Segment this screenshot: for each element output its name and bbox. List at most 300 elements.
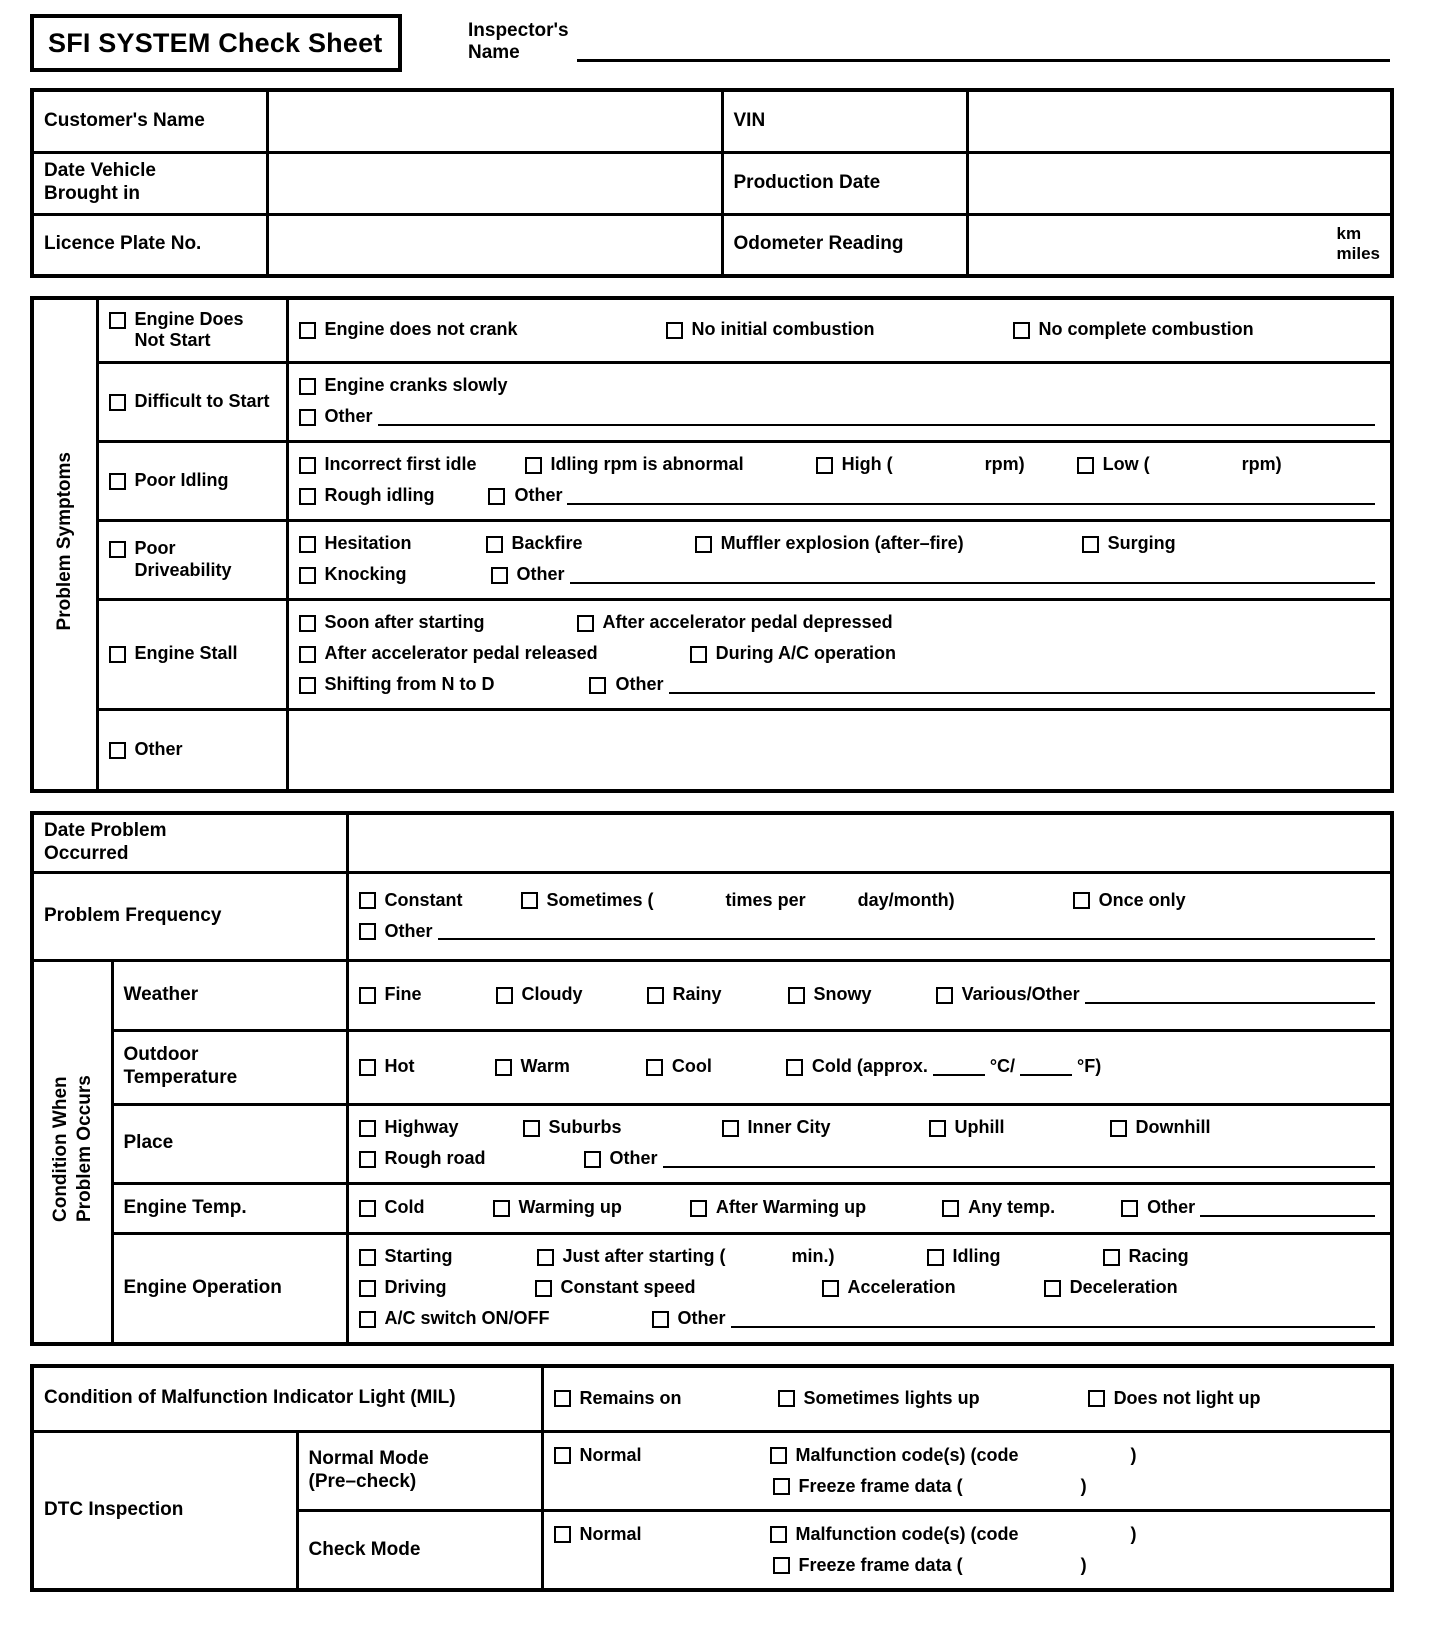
option-label: Cold (approx. xyxy=(811,1056,928,1077)
checkbox-icon[interactable] xyxy=(554,1526,571,1543)
checkbox-option-operation-other[interactable] xyxy=(652,1308,1380,1330)
inspector-name-input-line[interactable] xyxy=(577,59,1390,62)
checkbox-icon[interactable] xyxy=(523,1120,540,1137)
option-label: ) xyxy=(1130,1444,1137,1465)
symptom-options-difficult-to-start xyxy=(287,362,1392,441)
checkbox-option-place-inner-city[interactable] xyxy=(722,1117,831,1139)
symptom-category-engine-does-not-start xyxy=(97,298,287,362)
mil-options xyxy=(542,1366,1392,1432)
checkbox-icon[interactable] xyxy=(722,1120,739,1137)
option-label: A/C switch ON/OFF xyxy=(384,1308,550,1329)
option-label: Constant speed xyxy=(560,1277,696,1298)
vin-input[interactable] xyxy=(967,90,1392,152)
checkbox-icon[interactable] xyxy=(929,1120,946,1137)
normal-mode-precheck-label: Normal Mode (Pre–check) xyxy=(297,1432,542,1511)
production-date-label: Production Date xyxy=(722,152,967,214)
checkbox-icon[interactable] xyxy=(666,322,683,339)
checkbox-icon[interactable] xyxy=(942,1200,959,1217)
checkbox-option-poor-idling[interactable] xyxy=(109,470,276,492)
option-line xyxy=(299,641,1381,668)
option-line xyxy=(554,1521,1381,1548)
checkbox-option-frequency-once-only[interactable] xyxy=(1073,890,1186,912)
checkbox-option-incorrect-first-idle[interactable] xyxy=(299,454,477,476)
option-label: Knocking xyxy=(324,564,407,585)
production-date-input[interactable] xyxy=(967,152,1392,214)
problem-frequency-options xyxy=(347,872,1392,960)
option-label: times per xyxy=(725,889,806,910)
form-title: SFI SYSTEM Check Sheet xyxy=(48,27,383,58)
checkbox-option-after-accelerator-pedal-depressed[interactable] xyxy=(577,612,893,634)
option-label: Hesitation xyxy=(324,533,412,554)
checkbox-icon[interactable] xyxy=(299,615,316,632)
symptom-other-input[interactable] xyxy=(287,709,1392,791)
checkbox-icon[interactable] xyxy=(646,1059,663,1076)
checkbox-icon[interactable] xyxy=(1110,1120,1127,1137)
option-label: Other xyxy=(516,564,565,585)
checkbox-option-operation-idling[interactable] xyxy=(927,1246,1001,1268)
checkbox-option-muffler-explosion[interactable] xyxy=(695,533,964,555)
checkbox-icon[interactable] xyxy=(299,646,316,663)
checkbox-option-temperature-hot[interactable] xyxy=(359,1056,415,1078)
blank-underline[interactable] xyxy=(567,491,1375,505)
table-row xyxy=(32,1432,1392,1511)
option-line xyxy=(359,1146,1381,1173)
symptom-category-difficult-to-start xyxy=(97,362,287,441)
checkbox-icon[interactable] xyxy=(109,742,126,759)
checkbox-icon[interactable] xyxy=(1077,457,1094,474)
option-line xyxy=(299,373,1381,400)
checkbox-option-knocking[interactable] xyxy=(299,564,407,586)
checkbox-option-engine-does-not-start[interactable] xyxy=(109,309,276,352)
checkbox-option-no-initial-combustion[interactable] xyxy=(666,319,875,341)
option-label: Other xyxy=(609,1148,658,1169)
checkbox-option-operation-driving[interactable] xyxy=(359,1277,447,1299)
checkbox-option-engine-temp-after-warming-up[interactable] xyxy=(690,1197,866,1219)
checkbox-option-engine-temp-any-temp[interactable] xyxy=(942,1197,1055,1219)
checkbox-icon[interactable] xyxy=(788,987,805,1004)
checkbox-icon[interactable] xyxy=(778,1390,795,1407)
option-label: Uphill xyxy=(954,1117,1005,1138)
option-label: Other xyxy=(615,674,664,695)
form-title-box xyxy=(30,14,402,72)
option-label: Poor Driveability xyxy=(134,537,232,580)
checkbox-icon[interactable] xyxy=(647,987,664,1004)
symptom-options-engine-stall xyxy=(287,599,1392,709)
blank-underline[interactable] xyxy=(933,1062,985,1076)
option-label: Shifting from N to D xyxy=(324,674,495,695)
checkbox-icon[interactable] xyxy=(1121,1200,1138,1217)
checkbox-option-engine-temp-warming-up[interactable] xyxy=(493,1197,622,1219)
checkbox-option-idling-high-rpm[interactable] xyxy=(816,454,1025,476)
option-label: Engine Stall xyxy=(134,643,238,664)
option-label: Muffler explosion (after–fire) xyxy=(720,533,964,554)
option-line xyxy=(554,1473,1381,1500)
checkbox-option-after-accelerator-pedal-released[interactable] xyxy=(299,643,598,665)
blank-underline[interactable] xyxy=(731,1314,1375,1328)
option-label: Racing xyxy=(1128,1246,1189,1267)
checkbox-icon[interactable] xyxy=(109,394,126,411)
mil-dtc-table xyxy=(30,1364,1394,1593)
option-line xyxy=(299,531,1381,558)
option-label: Cloudy xyxy=(521,984,583,1005)
checkbox-option-engine-cranks-slowly[interactable] xyxy=(299,375,508,397)
option-label: Freeze frame data ( xyxy=(798,1554,963,1575)
blank-underline[interactable] xyxy=(1085,990,1375,1004)
odometer-unit-km: km xyxy=(1336,224,1362,244)
checkbox-icon[interactable] xyxy=(359,1249,376,1266)
checkbox-icon[interactable] xyxy=(486,536,503,553)
symptom-options-engine-does-not-start xyxy=(287,298,1392,362)
option-label: Normal xyxy=(579,1444,642,1465)
option-label: No initial combustion xyxy=(691,319,875,340)
checkbox-icon[interactable] xyxy=(927,1249,944,1266)
checkbox-option-operation-constant-speed[interactable] xyxy=(535,1277,696,1299)
mil-condition-label: Condition of Malfunction Indicator Light (MIL) xyxy=(32,1366,542,1432)
checkbox-option-place-uphill[interactable] xyxy=(929,1117,1005,1139)
option-label: Hot xyxy=(384,1056,415,1077)
option-line xyxy=(359,1054,1381,1081)
licence-plate-input[interactable] xyxy=(267,214,722,276)
option-label: Constant xyxy=(384,889,463,910)
option-label: Malfunction code(s) (code xyxy=(795,1523,1019,1544)
checkbox-option-engine-stall[interactable] xyxy=(109,643,276,665)
table-row xyxy=(32,1030,1392,1104)
problem-symptoms-table xyxy=(30,296,1394,793)
problem-condition-table xyxy=(30,811,1394,1346)
checkbox-option-rough-idling[interactable] xyxy=(299,485,435,507)
option-label: Poor Idling xyxy=(134,469,229,490)
checkbox-icon[interactable] xyxy=(299,409,316,426)
checkbox-option-difficult-to-start[interactable] xyxy=(109,391,276,413)
checkbox-option-engine-stall-other[interactable] xyxy=(589,674,1380,696)
option-label: rpm) xyxy=(984,454,1025,475)
option-line xyxy=(359,982,1381,1009)
problem-symptoms-section-label xyxy=(32,298,97,791)
normal-mode-options xyxy=(542,1432,1392,1511)
checkbox-icon[interactable] xyxy=(822,1280,839,1297)
option-line xyxy=(554,1442,1381,1469)
symptom-options-poor-driveability xyxy=(287,520,1392,599)
option-label: Normal xyxy=(579,1523,642,1544)
checkbox-icon[interactable] xyxy=(299,378,316,395)
option-label: Downhill xyxy=(1135,1117,1211,1138)
table-row xyxy=(32,1104,1392,1183)
checkbox-option-weather-snowy[interactable] xyxy=(788,984,872,1006)
place-label: Place xyxy=(112,1104,347,1183)
checkbox-icon[interactable] xyxy=(109,646,126,663)
checkbox-option-frequency-constant[interactable] xyxy=(359,890,463,912)
option-label: Starting xyxy=(384,1246,453,1267)
checkbox-icon[interactable] xyxy=(359,923,376,940)
date-vehicle-brought-in-input[interactable] xyxy=(267,152,722,214)
checkbox-icon[interactable] xyxy=(554,1390,571,1407)
symptom-category-poor-driveability xyxy=(97,520,287,599)
option-label: Other xyxy=(514,485,563,506)
check-mode-options xyxy=(542,1511,1392,1591)
checkbox-icon[interactable] xyxy=(816,457,833,474)
checkbox-option-normal-mode-malfunction-codes[interactable] xyxy=(770,1445,1137,1467)
symptom-category-poor-idling xyxy=(97,441,287,520)
checkbox-icon[interactable] xyxy=(299,488,316,505)
checkbox-icon[interactable] xyxy=(1082,536,1099,553)
option-label: Incorrect first idle xyxy=(324,454,477,475)
table-row xyxy=(32,90,1392,152)
checkbox-icon[interactable] xyxy=(493,1200,510,1217)
blank-underline[interactable] xyxy=(570,570,1375,584)
option-label: Rough road xyxy=(384,1148,486,1169)
blank-underline[interactable] xyxy=(378,412,1375,426)
checkbox-option-backfire[interactable] xyxy=(486,533,583,555)
checkbox-icon[interactable] xyxy=(359,987,376,1004)
checkbox-option-operation-acceleration[interactable] xyxy=(822,1277,956,1299)
checkbox-icon[interactable] xyxy=(109,541,126,558)
checkbox-option-operation-ac-switch-on-off[interactable] xyxy=(359,1308,550,1330)
table-row xyxy=(32,441,1392,520)
checkbox-option-shifting-from-n-to-d[interactable] xyxy=(299,674,495,696)
checkbox-icon[interactable] xyxy=(537,1249,554,1266)
option-label: Snowy xyxy=(813,984,872,1005)
option-label: Idling rpm is abnormal xyxy=(550,454,744,475)
option-label: Cold xyxy=(384,1197,425,1218)
option-label: After accelerator pedal released xyxy=(324,643,598,664)
option-line xyxy=(359,1244,1381,1271)
checkbox-option-mil-sometimes-lights-up[interactable] xyxy=(778,1388,980,1410)
checkbox-option-check-mode-freeze-frame-data[interactable] xyxy=(773,1555,1087,1577)
option-label: Difficult to Start xyxy=(134,390,270,411)
checkbox-option-operation-deceleration[interactable] xyxy=(1044,1277,1178,1299)
checkbox-icon[interactable] xyxy=(554,1447,571,1464)
checkbox-option-soon-after-starting[interactable] xyxy=(299,612,485,634)
checkbox-icon[interactable] xyxy=(359,1311,376,1328)
place-options xyxy=(347,1104,1392,1183)
checkbox-icon[interactable] xyxy=(690,1200,707,1217)
checkbox-option-idling-low-rpm[interactable] xyxy=(1077,454,1282,476)
checkbox-option-weather-rainy[interactable] xyxy=(647,984,722,1006)
checkbox-option-engine-does-not-crank[interactable] xyxy=(299,319,518,341)
checkbox-option-check-mode-normal[interactable] xyxy=(554,1524,642,1546)
date-problem-occurred-input[interactable] xyxy=(347,813,1392,872)
blank-underline[interactable] xyxy=(1200,1203,1375,1217)
option-label: °C/ xyxy=(989,1056,1016,1077)
option-line xyxy=(359,1115,1381,1142)
option-label: rpm) xyxy=(1241,454,1282,475)
checkbox-icon[interactable] xyxy=(1103,1249,1120,1266)
option-label: After Warming up xyxy=(715,1197,867,1218)
option-label: Warm xyxy=(520,1056,570,1077)
checkbox-option-frequency-sometimes[interactable] xyxy=(521,890,955,912)
option-label: Suburbs xyxy=(548,1117,622,1138)
checkbox-option-place-other[interactable] xyxy=(584,1148,1381,1170)
checkbox-option-surging[interactable] xyxy=(1082,533,1176,555)
option-label: Other xyxy=(677,1308,726,1329)
checkbox-option-check-mode-malfunction-codes[interactable] xyxy=(770,1524,1137,1546)
option-line xyxy=(359,918,1381,945)
checkbox-option-temperature-warm[interactable] xyxy=(495,1056,570,1078)
checkbox-icon[interactable] xyxy=(589,677,606,694)
checkbox-icon[interactable] xyxy=(359,1280,376,1297)
checkbox-option-weather-various-other[interactable] xyxy=(936,984,1380,1006)
option-label: Rough idling xyxy=(324,485,435,506)
option-label: Freeze frame data ( xyxy=(798,1475,963,1496)
blank-underline[interactable] xyxy=(669,680,1376,694)
option-line xyxy=(299,672,1381,699)
option-label: No complete combustion xyxy=(1038,319,1254,340)
checkbox-option-place-suburbs[interactable] xyxy=(523,1117,622,1139)
checkbox-option-poor-driveability-other[interactable] xyxy=(491,564,1380,586)
checkbox-option-poor-driveability[interactable] xyxy=(109,538,276,581)
checkbox-icon[interactable] xyxy=(299,536,316,553)
checkbox-option-mil-remains-on[interactable] xyxy=(554,1388,682,1410)
checkbox-option-idling-rpm-abnormal[interactable] xyxy=(525,454,744,476)
checkbox-icon[interactable] xyxy=(773,1557,790,1574)
checkbox-icon[interactable] xyxy=(584,1151,601,1168)
customer-info-table xyxy=(30,88,1394,278)
blank-underline[interactable] xyxy=(1020,1062,1072,1076)
checkbox-icon[interactable] xyxy=(773,1478,790,1495)
checkbox-option-place-rough-road[interactable] xyxy=(359,1148,486,1170)
condition-section-label xyxy=(32,960,112,1344)
option-label: day/month) xyxy=(857,889,955,910)
checkbox-icon[interactable] xyxy=(652,1311,669,1328)
checkbox-icon[interactable] xyxy=(1044,1280,1061,1297)
table-row xyxy=(32,960,1392,1030)
checkbox-option-poor-idling-other[interactable] xyxy=(488,485,1380,507)
checkbox-option-engine-temp-cold[interactable] xyxy=(359,1197,425,1219)
checkbox-option-temperature-cold[interactable] xyxy=(786,1056,1101,1078)
checkbox-icon[interactable] xyxy=(786,1059,803,1076)
checkbox-option-mil-does-not-light-up[interactable] xyxy=(1088,1388,1261,1410)
checkbox-icon[interactable] xyxy=(488,488,505,505)
table-row xyxy=(32,214,1392,276)
option-label: Acceleration xyxy=(847,1277,956,1298)
checkbox-icon[interactable] xyxy=(770,1447,787,1464)
option-label: min.) xyxy=(791,1246,835,1267)
checkbox-icon[interactable] xyxy=(299,322,316,339)
checkbox-icon[interactable] xyxy=(299,567,316,584)
option-line xyxy=(554,1552,1381,1579)
option-line xyxy=(359,1275,1381,1302)
option-label: Deceleration xyxy=(1069,1277,1178,1298)
checkbox-option-hesitation[interactable] xyxy=(299,533,412,555)
checkbox-icon[interactable] xyxy=(359,1151,376,1168)
checkbox-icon[interactable] xyxy=(1073,892,1090,909)
checkbox-option-temperature-cool[interactable] xyxy=(646,1056,712,1078)
checkbox-option-operation-racing[interactable] xyxy=(1103,1246,1189,1268)
date-vehicle-brought-in-label: Date Vehicle Brought in xyxy=(32,152,267,214)
outdoor-temperature-options xyxy=(347,1030,1392,1104)
date-problem-occurred-label: Date Problem Occurred xyxy=(32,813,347,872)
customers-name-input[interactable] xyxy=(267,90,722,152)
checkbox-icon[interactable] xyxy=(1013,322,1030,339)
checkbox-icon[interactable] xyxy=(1088,1390,1105,1407)
checkbox-option-weather-cloudy[interactable] xyxy=(496,984,583,1006)
checkbox-icon[interactable] xyxy=(525,457,542,474)
checkbox-option-symptom-other[interactable] xyxy=(109,739,276,761)
option-label: High ( xyxy=(841,454,893,475)
odometer-reading-input[interactable] xyxy=(967,214,1392,276)
option-line xyxy=(299,404,1381,431)
checkbox-icon[interactable] xyxy=(359,892,376,909)
checkbox-option-place-highway[interactable] xyxy=(359,1117,459,1139)
symptom-category-other xyxy=(97,709,287,791)
option-label: °F) xyxy=(1077,1056,1102,1077)
checkbox-option-no-complete-combustion[interactable] xyxy=(1013,319,1254,341)
checkbox-option-difficult-to-start-other[interactable] xyxy=(299,406,1381,428)
vin-label: VIN xyxy=(722,90,967,152)
option-line xyxy=(299,562,1381,589)
option-label: Engine Does Not Start xyxy=(134,308,244,351)
checkbox-option-normal-mode-freeze-frame-data[interactable] xyxy=(773,1476,1087,1498)
inspector-label-line2: Name xyxy=(468,42,520,64)
table-row xyxy=(32,1183,1392,1233)
checkbox-option-place-downhill[interactable] xyxy=(1110,1117,1211,1139)
checkbox-icon[interactable] xyxy=(770,1526,787,1543)
option-label: Just after starting ( xyxy=(562,1246,726,1267)
checkbox-option-normal-mode-normal[interactable] xyxy=(554,1445,642,1467)
option-label: Sometimes lights up xyxy=(803,1388,980,1409)
checkbox-icon[interactable] xyxy=(491,567,508,584)
option-label: Once only xyxy=(1098,889,1186,910)
problem-frequency-label: Problem Frequency xyxy=(32,872,347,960)
option-label: ) xyxy=(1080,1554,1087,1575)
option-label: Other xyxy=(134,738,183,759)
table-row xyxy=(32,599,1392,709)
option-label: Driving xyxy=(384,1277,447,1298)
engine-operation-options xyxy=(347,1233,1392,1344)
symptom-options-poor-idling xyxy=(287,441,1392,520)
checkbox-icon[interactable] xyxy=(577,615,594,632)
checkbox-icon[interactable] xyxy=(109,473,126,490)
checkbox-option-operation-just-after-starting[interactable] xyxy=(537,1246,835,1268)
checkbox-option-during-ac-operation[interactable] xyxy=(690,643,896,665)
checkbox-icon[interactable] xyxy=(299,457,316,474)
blank-underline[interactable] xyxy=(663,1154,1375,1168)
blank-underline[interactable] xyxy=(438,926,1375,940)
option-line xyxy=(359,1195,1381,1222)
option-label: Surging xyxy=(1107,533,1176,554)
checkbox-option-weather-fine[interactable] xyxy=(359,984,422,1006)
option-label: Remains on xyxy=(579,1388,682,1409)
checkbox-icon[interactable] xyxy=(109,312,126,329)
checkbox-icon[interactable] xyxy=(359,1120,376,1137)
checkbox-option-engine-temp-other[interactable] xyxy=(1121,1197,1380,1219)
option-label: Inner City xyxy=(747,1117,831,1138)
table-row xyxy=(32,872,1392,960)
checkbox-icon[interactable] xyxy=(496,987,513,1004)
option-label: Soon after starting xyxy=(324,612,485,633)
inspector-name-field xyxy=(468,20,1390,65)
checkbox-icon[interactable] xyxy=(936,987,953,1004)
option-label: Engine cranks slowly xyxy=(324,375,508,396)
checkbox-icon[interactable] xyxy=(521,892,538,909)
checkbox-option-operation-starting[interactable] xyxy=(359,1246,453,1268)
checkbox-icon[interactable] xyxy=(495,1059,512,1076)
option-line xyxy=(359,887,1381,914)
option-line xyxy=(299,610,1381,637)
checkbox-icon[interactable] xyxy=(695,536,712,553)
option-line xyxy=(299,452,1381,479)
checkbox-icon[interactable] xyxy=(359,1200,376,1217)
checkbox-option-frequency-other[interactable] xyxy=(359,921,1381,943)
option-line xyxy=(299,317,1381,344)
checkbox-icon[interactable] xyxy=(535,1280,552,1297)
customers-name-label: Customer's Name xyxy=(32,90,267,152)
table-row xyxy=(32,152,1392,214)
table-row xyxy=(32,362,1392,441)
checkbox-icon[interactable] xyxy=(359,1059,376,1076)
checkbox-icon[interactable] xyxy=(690,646,707,663)
checkbox-icon[interactable] xyxy=(299,677,316,694)
